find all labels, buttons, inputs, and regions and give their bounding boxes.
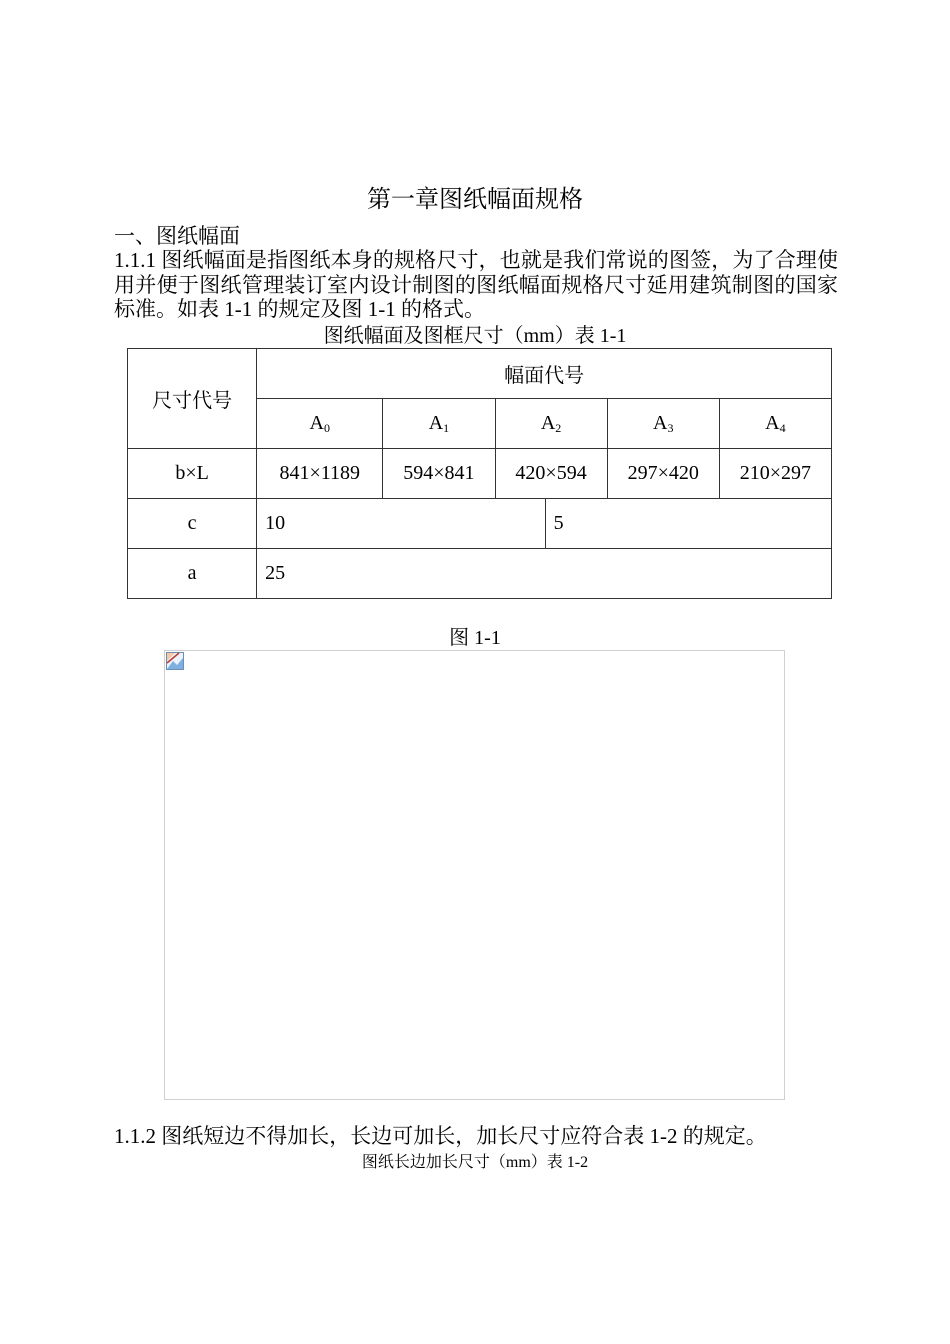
bxl-value-cell: 210×297 <box>719 449 831 499</box>
table-1-2-caption: 图纸长边加长尺寸（mm）表 1-2 <box>361 1154 589 1171</box>
bxl-label-cell: b×L <box>128 449 257 499</box>
paragraph-1-1-1: 1.1.1 图纸幅面是指图纸本身的规格尺寸，也就是我们常说的图签，为了合理使用并便于图纸管理装订室内设计制图的图纸幅面规格尺寸延用建筑制图的国家标准。如表 1-1 的规定及图 1-1 的格式。 <box>114 248 838 321</box>
a-value-cell: 25 <box>257 549 832 599</box>
format-cell: $A_1$ <box>383 399 495 449</box>
table-row <box>128 549 832 599</box>
section-heading: 一、图纸幅面 <box>114 224 240 248</box>
format-cell: $A_4$ <box>719 399 831 449</box>
figure-1-1-caption: 图 1-1 <box>449 627 501 649</box>
format-cell: $A_2$ <box>495 399 607 449</box>
table-1-1-caption: 图纸幅面及图框尺寸（mm）表 1-1 <box>323 325 627 347</box>
figure-1-1-image-frame <box>164 650 785 1100</box>
c-value-cell: 10 <box>257 499 545 549</box>
table-row <box>128 349 832 399</box>
table-row <box>128 499 832 549</box>
c-label-cell: c <box>128 499 257 549</box>
row-header-cell: 尺寸代号 <box>128 349 257 449</box>
bxl-value-cell: 594×841 <box>383 449 495 499</box>
a-label-cell: a <box>128 549 257 599</box>
format-cell: $A_0$ <box>257 399 383 449</box>
bxl-value-cell: 420×594 <box>495 449 607 499</box>
table-row <box>128 449 832 499</box>
broken-image-icon <box>165 651 185 671</box>
paragraph-1-1-2: 1.1.2 图纸短边不得加长，长边可加长，加长尺寸应符合表 1-2 的规定。 <box>114 1124 767 1148</box>
paper-size-table <box>127 348 832 599</box>
format-cell: $A_3$ <box>607 399 719 449</box>
chapter-title: 第一章图纸幅面规格 <box>367 187 583 213</box>
bxl-value-cell: 841×1189 <box>257 449 383 499</box>
col-group-header-cell: 幅面代号 <box>257 349 832 399</box>
c-value-cell: 5 <box>545 499 831 549</box>
bxl-value-cell: 297×420 <box>607 449 719 499</box>
